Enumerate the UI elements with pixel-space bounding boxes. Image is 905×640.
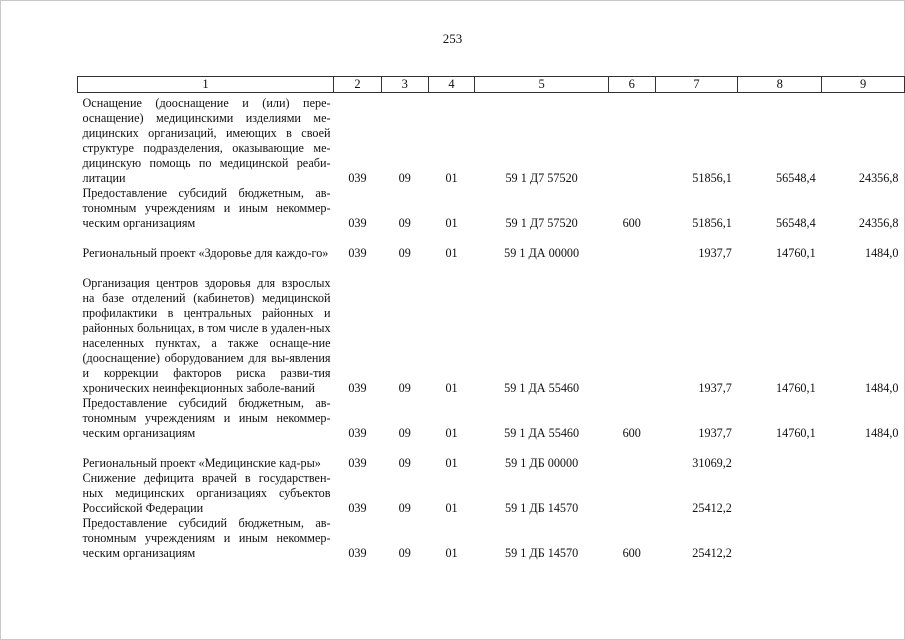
amount-col-7: 51856,1 [692,216,732,230]
section-code: 09 [398,501,411,515]
amount-col-7: 1937,7 [698,381,732,395]
section-code: 09 [398,246,411,260]
table-row [78,396,905,441]
amount-col-8 [738,441,822,471]
amount-col-9: 1484,0 [864,246,899,260]
ministry-code: 039 [348,426,367,440]
amount-col-7: 25412,2 [692,501,732,515]
amount-col-8: 14760,1 [776,381,816,395]
budget-table [77,76,905,561]
amount-col-7: 25412,2 [692,546,732,560]
target-article-code: 59 1 Д7 57520 [505,171,578,185]
expense-type-code [608,441,655,471]
subsection-code: 01 [445,246,458,260]
header-col-3: 3 [381,77,428,93]
header-col-8: 8 [738,77,822,93]
amount-col-7: 1937,7 [698,246,732,260]
header-col-9: 9 [822,77,905,93]
target-article-code: 59 1 ДА 55460 [504,426,580,440]
amount-col-8 [738,471,822,516]
ministry-code: 039 [348,546,367,560]
subsection-code: 01 [445,546,458,560]
subsection-code: 01 [445,216,458,230]
section-code: 09 [398,381,411,395]
amount-col-8: 14760,1 [776,246,816,260]
subsection-code: 01 [445,381,458,395]
target-article-code: 59 1 ДА 55460 [504,381,580,395]
ministry-code: 039 [348,246,367,260]
header-col-6: 6 [608,77,655,93]
amount-col-9 [822,516,905,561]
subsection-code: 01 [445,501,458,515]
amount-col-7: 31069,2 [692,456,732,470]
amount-col-7: 1937,7 [698,426,732,440]
ministry-code: 039 [348,381,367,395]
table-row [78,471,905,516]
row-name: Региональный проект «Медицинские кад-ры» [82,456,321,470]
table-row [78,186,905,231]
amount-col-8: 56548,4 [776,216,816,230]
expense-type-code [608,231,655,261]
header-col-5: 5 [475,77,608,93]
target-article-code: 59 1 ДБ 14570 [505,546,579,560]
amount-col-7: 51856,1 [692,171,732,185]
row-name: Предоставление субсидий бюджетным, ав-тономным учреждениям и иным некоммер-ческим организациям [82,186,331,230]
amount-col-8 [738,516,822,561]
target-article-code: 59 1 ДА 00000 [504,246,580,260]
table-row [78,93,905,187]
ministry-code: 039 [348,171,367,185]
header-col-2: 2 [334,77,382,93]
expense-type-code: 600 [622,216,641,230]
amount-col-8: 14760,1 [776,426,816,440]
expense-type-code [608,93,655,187]
section-code: 09 [398,546,411,560]
subsection-code: 01 [445,456,458,470]
amount-col-9: 1484,0 [864,381,899,395]
header-col-4: 4 [428,77,475,93]
table-row [78,231,905,261]
amount-col-9 [822,471,905,516]
section-code: 09 [398,456,411,470]
header-col-7: 7 [655,77,738,93]
section-code: 09 [398,171,411,185]
amount-col-8: 56548,4 [776,171,816,185]
table-row [78,261,905,396]
header-col-1: 1 [78,77,334,93]
amount-col-9 [822,441,905,471]
subsection-code: 01 [445,426,458,440]
expense-type-code [608,261,655,396]
section-code: 09 [398,426,411,440]
amount-col-9: 24356,8 [858,216,899,230]
table-row [78,441,905,471]
amount-col-9: 1484,0 [864,426,899,440]
ministry-code: 039 [348,456,367,470]
table-row [78,516,905,561]
target-article-code: 59 1 Д7 57520 [505,216,578,230]
expense-type-code [608,471,655,516]
expense-type-code: 600 [622,546,641,560]
expense-type-code: 600 [622,426,641,440]
target-article-code: 59 1 ДБ 00000 [505,456,579,470]
ministry-code: 039 [348,216,367,230]
section-code: 09 [398,216,411,230]
row-name: Организация центров здоровья для взрослых на базе отделений (кабинетов) медицинской профилактики в центральных районных и районных больницах, в том числе в удален-ных населенных пунктах, а также оснаще-ние (дооснащение) оборудованием для вы-явления и коррекции факторов риска разви-тия хронических неинфекционных заболе-ваний [82,276,331,395]
header-row [78,77,905,93]
row-name: Оснащение (дооснащение и (или) пере-оснащение) медицинскими изделиями ме-дицинских организаций, имеющих в своей структуре подразделения, оказывающие ме-дицинскую помощь по медицинской реаби-литации [82,96,331,185]
target-article-code: 59 1 ДБ 14570 [505,501,579,515]
row-name: Снижение дефицита врачей в государствен-ных медицинских организациях субъектов Российской Федерации [82,471,331,515]
row-name: Региональный проект «Здоровье для каждо-го» [82,246,329,260]
ministry-code: 039 [348,501,367,515]
subsection-code: 01 [445,171,458,185]
row-name: Предоставление субсидий бюджетным, ав-тономным учреждениям и иным некоммер-ческим организациям [82,396,331,440]
amount-col-9: 24356,8 [858,171,899,185]
page-number: 253 [442,31,463,46]
row-name: Предоставление субсидий бюджетным, ав-тономным учреждениям и иным некоммер-ческим организациям [82,516,331,560]
